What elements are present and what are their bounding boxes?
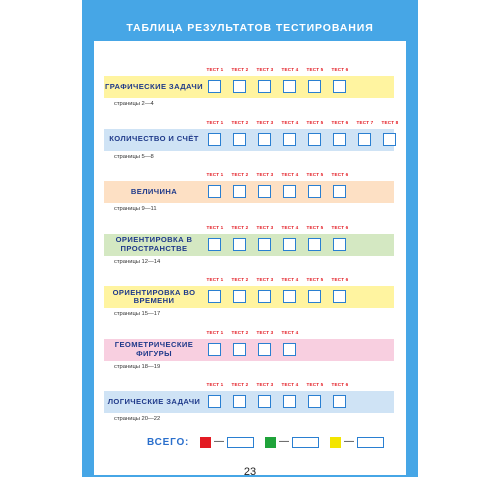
pages-range: страницы 18—19 <box>114 363 161 370</box>
test-label: ТЕСТ 4 <box>281 382 299 387</box>
test-label: ТЕСТ 7 <box>356 119 374 125</box>
test-label: ТЕСТ 4 <box>281 277 299 282</box>
test-label: ТЕСТ 1 <box>206 329 224 335</box>
test-label: ТЕСТ 1 <box>206 277 224 282</box>
category-label: ЛОГИЧЕСКИЕ ЗАДАЧИ <box>107 396 201 406</box>
test-label: ТЕСТ 1 <box>206 119 224 125</box>
score-box[interactable] <box>233 343 246 356</box>
score-box[interactable] <box>283 133 296 146</box>
score-box[interactable] <box>333 395 346 408</box>
test-label: ТЕСТ 1 <box>206 224 224 230</box>
score-box[interactable] <box>283 395 296 408</box>
score-box[interactable] <box>358 133 371 146</box>
test-label: ТЕСТ 6 <box>331 382 349 387</box>
pages-range: страницы 20—22 <box>114 416 161 422</box>
score-box[interactable] <box>308 238 321 251</box>
score-box[interactable] <box>208 133 221 146</box>
category-section <box>94 168 406 218</box>
score-box[interactable] <box>233 185 246 198</box>
total-dash: — <box>344 436 354 447</box>
pages-range: страницы 15—17 <box>114 311 161 317</box>
test-label: ТЕСТ 8 <box>381 119 399 125</box>
test-label: ТЕСТ 5 <box>306 119 324 125</box>
category-label: ОРИЕНТИРОВКА В ПРОСТРАНСТВЕ <box>115 235 193 253</box>
score-box[interactable] <box>333 133 346 146</box>
test-label: ТЕСТ 1 <box>206 67 224 72</box>
score-box[interactable] <box>258 133 271 146</box>
score-box[interactable] <box>208 80 221 93</box>
color-swatch <box>330 437 341 448</box>
test-label: ТЕСТ 5 <box>306 172 324 177</box>
score-box[interactable] <box>308 185 321 198</box>
score-box[interactable] <box>258 185 271 198</box>
total-box[interactable] <box>227 437 254 448</box>
test-label: ТЕСТ 4 <box>281 224 299 230</box>
score-box[interactable] <box>333 290 346 303</box>
page-number: 23 <box>243 466 257 478</box>
score-box[interactable] <box>308 133 321 146</box>
test-label: ТЕСТ 4 <box>281 172 299 177</box>
color-swatch <box>200 437 211 448</box>
category-section <box>94 273 406 323</box>
page-title: ТАБЛИЦА РЕЗУЛЬТАТОВ ТЕСТИРОВАНИЯ <box>126 22 374 34</box>
score-box[interactable] <box>233 290 246 303</box>
score-box[interactable] <box>308 395 321 408</box>
category-label: ГЕОМЕТРИЧЕСКИЕ ФИГУРЫ <box>114 340 194 358</box>
test-label: ТЕСТ 6 <box>331 67 349 72</box>
test-label: ТЕСТ 6 <box>331 224 349 230</box>
score-box[interactable] <box>233 133 246 146</box>
category-section <box>94 326 406 376</box>
test-label: ТЕСТ 5 <box>306 382 324 387</box>
score-box[interactable] <box>283 238 296 251</box>
pages-range: страницы 5—8 <box>114 153 154 160</box>
total-dash: — <box>214 436 224 447</box>
score-box[interactable] <box>233 238 246 251</box>
test-label: ТЕСТ 3 <box>256 329 274 335</box>
test-label: ТЕСТ 3 <box>256 172 274 177</box>
score-box[interactable] <box>208 343 221 356</box>
score-box[interactable] <box>333 238 346 251</box>
test-label: ТЕСТ 2 <box>231 119 249 125</box>
category-label: ГРАФИЧЕСКИЕ ЗАДАЧИ <box>105 81 203 91</box>
test-label: ТЕСТ 3 <box>256 67 274 72</box>
pages-range: страницы 12—14 <box>114 258 161 265</box>
test-label: ТЕСТ 2 <box>231 277 249 282</box>
score-box[interactable] <box>208 238 221 251</box>
test-label: ТЕСТ 2 <box>231 329 249 335</box>
results-sheet <box>94 41 406 475</box>
score-box[interactable] <box>258 343 271 356</box>
test-label: ТЕСТ 4 <box>281 119 299 125</box>
score-box[interactable] <box>258 395 271 408</box>
test-label: ТЕСТ 4 <box>281 329 299 335</box>
workbook-page <box>82 0 418 500</box>
total-dash: — <box>279 436 289 447</box>
test-label: ТЕСТ 6 <box>331 172 349 177</box>
category-section <box>94 63 406 113</box>
score-box[interactable] <box>208 185 221 198</box>
pages-range: страницы 9—11 <box>114 206 157 212</box>
pages-range: страницы 2—4 <box>114 101 154 107</box>
test-label: ТЕСТ 1 <box>206 172 224 177</box>
test-label: ТЕСТ 3 <box>256 119 274 125</box>
score-box[interactable] <box>283 343 296 356</box>
score-box[interactable] <box>233 80 246 93</box>
test-label: ТЕСТ 4 <box>281 67 299 72</box>
test-label: ТЕСТ 3 <box>256 382 274 387</box>
score-box[interactable] <box>308 290 321 303</box>
category-label: ОРИЕНТИРОВКА ВО ВРЕМЕНИ <box>112 287 196 305</box>
score-box[interactable] <box>283 290 296 303</box>
test-label: ТЕСТ 5 <box>306 277 324 282</box>
score-box[interactable] <box>258 80 271 93</box>
test-label: ТЕСТ 3 <box>256 277 274 282</box>
test-label: ТЕСТ 6 <box>331 277 349 282</box>
score-box[interactable] <box>208 290 221 303</box>
score-box[interactable] <box>258 238 271 251</box>
total-label: ВСЕГО: <box>147 437 190 448</box>
test-label: ТЕСТ 2 <box>231 224 249 230</box>
test-label: ТЕСТ 2 <box>231 382 249 387</box>
total-box[interactable] <box>357 437 384 448</box>
total-box[interactable] <box>292 437 319 448</box>
score-box[interactable] <box>383 133 396 146</box>
category-label: КОЛИЧЕСТВО И СЧЁТ <box>109 134 199 144</box>
category-label: ВЕЛИЧИНА <box>130 186 178 196</box>
score-box[interactable] <box>308 80 321 93</box>
score-box[interactable] <box>283 185 296 198</box>
score-box[interactable] <box>233 395 246 408</box>
score-box[interactable] <box>283 80 296 93</box>
score-box[interactable] <box>258 290 271 303</box>
test-label: ТЕСТ 5 <box>306 67 324 72</box>
test-label: ТЕСТ 6 <box>331 119 349 125</box>
test-label: ТЕСТ 5 <box>306 224 324 230</box>
test-label: ТЕСТ 1 <box>206 382 224 387</box>
score-box[interactable] <box>333 80 346 93</box>
score-box[interactable] <box>333 185 346 198</box>
category-section <box>94 116 406 166</box>
test-label: ТЕСТ 3 <box>256 224 274 230</box>
category-section <box>94 378 406 428</box>
test-label: ТЕСТ 2 <box>231 67 249 72</box>
color-swatch <box>265 437 276 448</box>
score-box[interactable] <box>208 395 221 408</box>
category-section <box>94 221 406 271</box>
test-label: ТЕСТ 2 <box>231 172 249 177</box>
total-row <box>94 433 406 455</box>
